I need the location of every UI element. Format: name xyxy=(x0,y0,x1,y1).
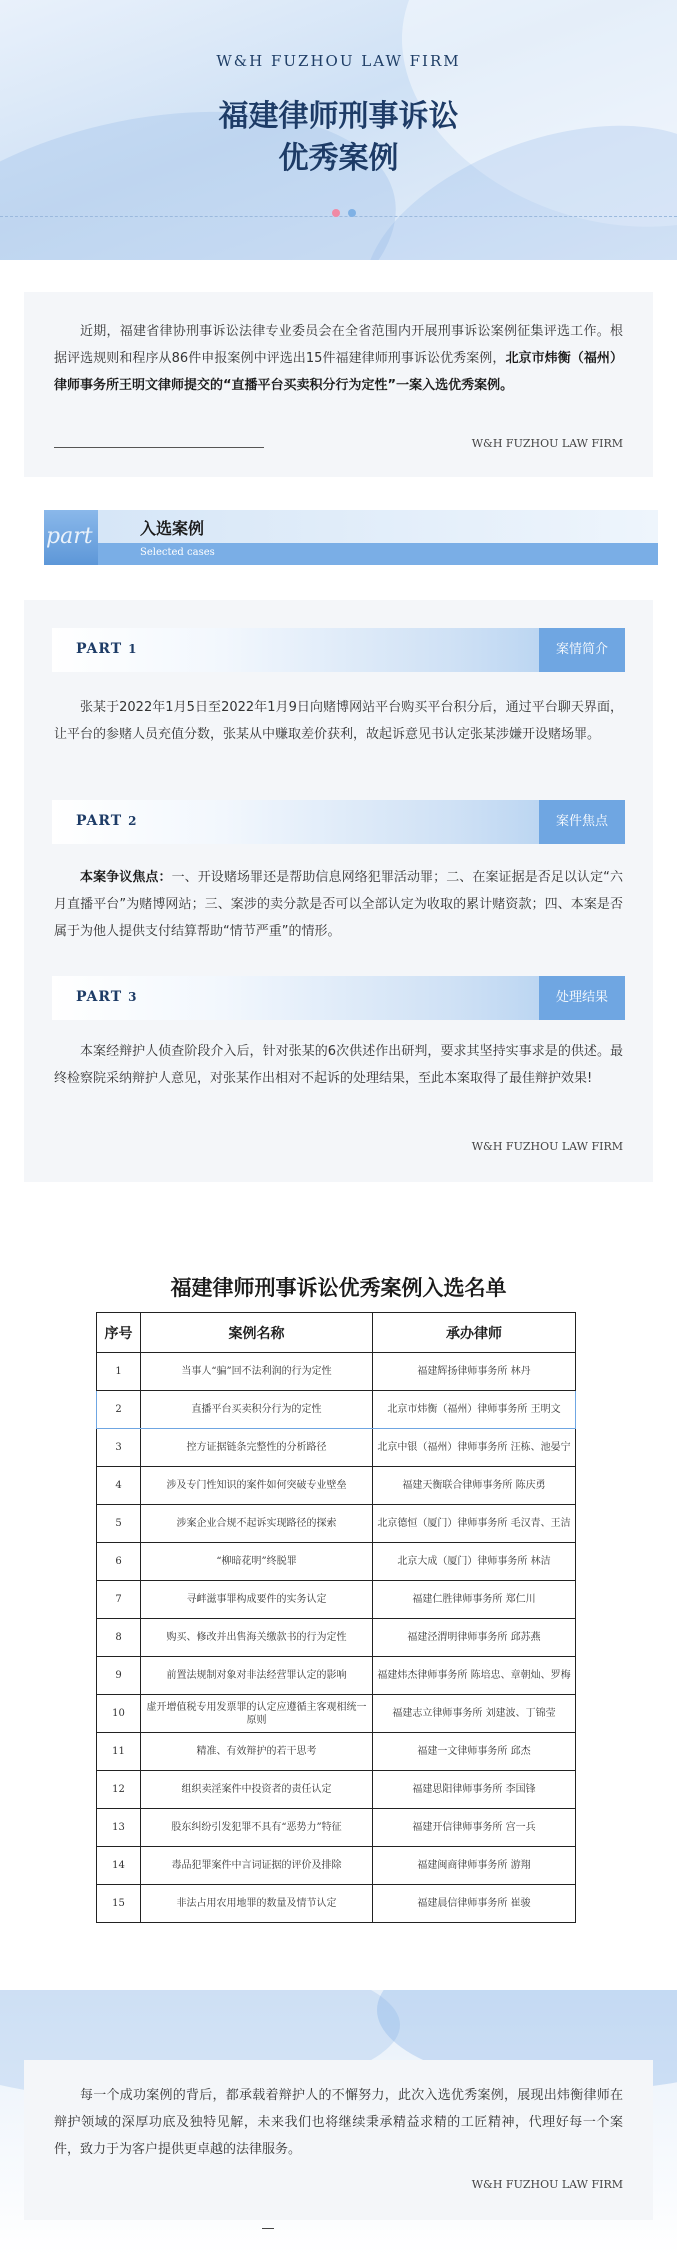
section-subtitle: Selected cases xyxy=(140,547,215,558)
row-case: 组织卖淫案件中投资者的责任认定 xyxy=(141,1771,373,1809)
part-number: 1 xyxy=(128,642,138,656)
part-header-3 xyxy=(52,976,625,1020)
part-2-text xyxy=(54,864,623,945)
row-case: 虚开增值税专用发票罪的认定应遵循主客观相统一原则 xyxy=(141,1695,373,1733)
cases-card xyxy=(24,600,653,1182)
signature-rule xyxy=(54,447,264,448)
hero-dots xyxy=(332,209,356,217)
section-badge xyxy=(44,510,98,565)
table-row xyxy=(97,1847,576,1885)
row-number: 7 xyxy=(97,1581,141,1619)
intro-paragraph xyxy=(54,318,623,399)
column-header-lawyer: 承办律师 xyxy=(373,1313,576,1353)
row-lawyer: 福建开信律师事务所 宫一兵 xyxy=(373,1809,576,1847)
row-lawyer: 福建仁胜律师事务所 郑仁川 xyxy=(373,1581,576,1619)
table-row xyxy=(97,1885,576,1923)
part-badge-text: part xyxy=(46,524,93,549)
section-header xyxy=(44,510,658,565)
table-row xyxy=(97,1657,576,1695)
row-lawyer: 福建闽商律师事务所 游翔 xyxy=(373,1847,576,1885)
page-title xyxy=(0,96,677,180)
row-lawyer: 福建天衡联合律师事务所 陈庆勇 xyxy=(373,1467,576,1505)
row-case: 股东纠纷引发犯罪不具有“恶势力”特征 xyxy=(141,1809,373,1847)
row-case: 前置法规制对象对非法经营罪认定的影响 xyxy=(141,1657,373,1695)
part-header-1 xyxy=(52,628,625,672)
part-3-text: 本案经辩护人侦查阶段介入后，针对张某的6次供述作出研判，要求其坚持实事求是的供述。最终检察院采纳辩护人意见，对张某作出相对不起诉的处理结果，至此本案取得了最佳辩护效果! xyxy=(54,1044,623,1086)
part-label-text: PART xyxy=(76,641,123,657)
part-label-text: PART xyxy=(76,813,123,829)
hero-banner xyxy=(0,0,677,260)
row-number: 2 xyxy=(97,1391,141,1429)
section-title: 入选案例 xyxy=(140,519,205,538)
part-label-text: PART xyxy=(76,989,123,1005)
part-tag: 案情简介 xyxy=(539,628,625,672)
part-2-body: 一、开设赌场罪还是帮助信息网络犯罪活动罪；二、在案证据是否足以认定“六月直播平台”为赌博网站；三、案涉的卖分款是否可以全部认定为收取的累计赌资款；四、本案是否属于为他人提供支付结算帮助“情节严重”的情形。 xyxy=(54,870,623,939)
row-lawyer: 福建辉扬律师事务所 林丹 xyxy=(373,1353,576,1391)
table-row xyxy=(97,1581,576,1619)
table-row xyxy=(97,1543,576,1581)
row-lawyer: 北京德恒（厦门）律师事务所 毛汉青、王洁 xyxy=(373,1505,576,1543)
part-2-focus-label: 本案争议焦点： xyxy=(80,870,172,885)
cases-signature: W&H FUZHOU LAW FIRM xyxy=(471,1140,623,1153)
row-number: 6 xyxy=(97,1543,141,1581)
row-number: 15 xyxy=(97,1885,141,1923)
table-row xyxy=(97,1467,576,1505)
row-number: 14 xyxy=(97,1847,141,1885)
intro-signature: W&H FUZHOU LAW FIRM xyxy=(471,437,623,450)
table-row xyxy=(97,1695,576,1733)
table-row xyxy=(97,1809,576,1847)
column-header-number: 序号 xyxy=(97,1313,141,1353)
pink-dot-icon xyxy=(332,209,340,217)
closing-dash xyxy=(262,2228,274,2229)
part-1-text: 张某于2022年1月5日至2022年1月9日向赌博网站平台购买平台积分后，通过平台聊天界面，让平台的参赌人员充值分数，张某从中赚取差价获利，故起诉意见书认定张某涉嫌开设赌场罪。 xyxy=(54,700,623,742)
page-title-line1: 福建律师刑事诉讼 xyxy=(218,99,459,134)
table-row-highlighted xyxy=(97,1391,576,1429)
row-lawyer: 北京大成（厦门）律师事务所 林洁 xyxy=(373,1543,576,1581)
row-case: 涉及专门性知识的案件如何突破专业壁垒 xyxy=(141,1467,373,1505)
row-case: 直播平台买卖积分行为的定性 xyxy=(141,1391,373,1429)
table-header-row xyxy=(97,1313,576,1353)
row-lawyer: 福建泾渭明律师事务所 邱苏燕 xyxy=(373,1619,576,1657)
row-lawyer: 福建炜杰律师事务所 陈培忠、章朝灿、罗梅 xyxy=(373,1657,576,1695)
table-row xyxy=(97,1771,576,1809)
part-label xyxy=(76,641,137,657)
table-row xyxy=(97,1429,576,1467)
part-label xyxy=(76,813,137,829)
row-case: 控方证据链条完整性的分析路径 xyxy=(141,1429,373,1467)
table-row xyxy=(97,1505,576,1543)
row-case: 非法占用农用地罪的数量及情节认定 xyxy=(141,1885,373,1923)
row-number: 11 xyxy=(97,1733,141,1771)
part-header-2 xyxy=(52,800,625,844)
page-title-line2: 优秀案例 xyxy=(278,141,399,176)
row-case: 购买、修改并出售海关缴款书的行为定性 xyxy=(141,1619,373,1657)
intro-signature-row xyxy=(54,435,623,455)
row-lawyer: 福建志立律师事务所 刘建波、丁锦莹 xyxy=(373,1695,576,1733)
row-number: 8 xyxy=(97,1619,141,1657)
part-label xyxy=(76,989,137,1005)
part-number: 3 xyxy=(128,990,138,1004)
closing-paragraph: 每一个成功案例的背后，都承载着辩护人的不懈努力，此次入选优秀案例，展现出炜衡律师在辩护领域的深厚功底及独特见解，未来我们也将继续秉承精益求精的工匠精神，代理好每一个案件，致力于为客户提供更卓越的法律服务。 xyxy=(54,2088,623,2157)
intro-text: 近期，福建省律协刑事诉讼法律专业委员会在全省范围内开展刑事诉讼案例征集评选工作。根据评选规则和程序从86件申报案例中评选出15件福建律师刑事诉讼优秀案例， xyxy=(54,324,623,366)
row-lawyer: 福建晨信律师事务所 崔骏 xyxy=(373,1885,576,1923)
row-lawyer: 福建一文律师事务所 邱杰 xyxy=(373,1733,576,1771)
row-number: 9 xyxy=(97,1657,141,1695)
part-number: 2 xyxy=(128,814,138,828)
row-case: “柳暗花明”终脱罪 xyxy=(141,1543,373,1581)
row-case: 精准、有效辩护的若干思考 xyxy=(141,1733,373,1771)
intro-card xyxy=(24,292,653,477)
row-lawyer: 北京中银（福州）律师事务所 汪栋、池晏宁 xyxy=(373,1429,576,1467)
row-lawyer: 福建思阳律师事务所 李国锋 xyxy=(373,1771,576,1809)
blue-dot-icon xyxy=(348,209,356,217)
case-list-table xyxy=(96,1312,576,1923)
row-number: 5 xyxy=(97,1505,141,1543)
row-lawyer: 北京市炜衡（福州）律师事务所 王明文 xyxy=(373,1391,576,1429)
table-row xyxy=(97,1733,576,1771)
row-number: 4 xyxy=(97,1467,141,1505)
row-case: 涉案企业合规不起诉实现路径的探索 xyxy=(141,1505,373,1543)
closing-card xyxy=(24,2060,653,2220)
row-number: 12 xyxy=(97,1771,141,1809)
intro-highlight: 北京市炜衡（福州）律师事务所王明文律师提交的“直播平台买卖积分行为定性”一案入选优秀案例。 xyxy=(54,351,623,393)
column-header-case: 案例名称 xyxy=(141,1313,373,1353)
closing-signature: W&H FUZHOU LAW FIRM xyxy=(471,2178,623,2191)
part-tag: 处理结果 xyxy=(539,976,625,1020)
part-tag: 案件焦点 xyxy=(539,800,625,844)
table-row xyxy=(97,1353,576,1391)
row-case: 当事人“骗”回不法利润的行为定性 xyxy=(141,1353,373,1391)
table-title: 福建律师刑事诉讼优秀案例入选名单 xyxy=(170,1276,507,1300)
row-number: 3 xyxy=(97,1429,141,1467)
row-number: 10 xyxy=(97,1695,141,1733)
row-number: 1 xyxy=(97,1353,141,1391)
table-row xyxy=(97,1619,576,1657)
row-case: 毒品犯罪案件中言词证据的评价及排除 xyxy=(141,1847,373,1885)
row-number: 13 xyxy=(97,1809,141,1847)
row-case: 寻衅滋事罪构成要件的实务认定 xyxy=(141,1581,373,1619)
firm-name-en: W&H FUZHOU LAW FIRM xyxy=(216,52,461,70)
